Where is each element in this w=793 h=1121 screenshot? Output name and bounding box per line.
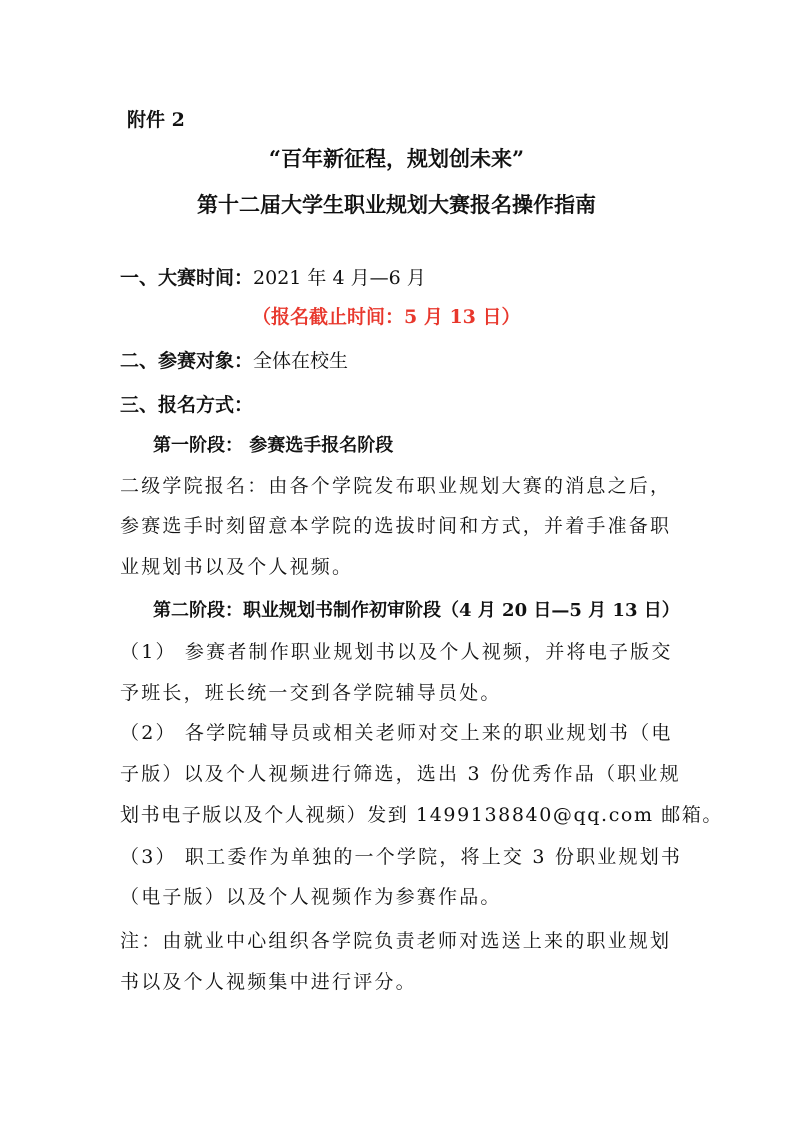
- stage2-item-line-4: 子版）以及个人视频进行筛选，选出 3 份优秀作品（职业规: [120, 763, 681, 785]
- document-title-line1: “百年新征程，规划创未来”: [268, 146, 525, 171]
- stage1-heading: 第一阶段： 参赛选手报名阶段: [153, 435, 394, 456]
- document-title-line2: 第十二届大学生职业规划大赛报名操作指南: [197, 192, 596, 217]
- stage2-item-line-7: （电子版）以及个人视频作为参赛作品。: [120, 886, 502, 908]
- deadline-notice: （报名截止时间：5 月 13 日）: [252, 306, 521, 328]
- section-target-value: 全体在校生: [253, 350, 349, 372]
- stage2-item-line-6: （3） 职工委作为单独的一个学院，将上交 3 份职业规划书: [120, 846, 683, 868]
- section-method-label: 三、报名方式：: [120, 394, 254, 416]
- attachment-label: 附件 2: [127, 109, 185, 131]
- stage2-heading: 第二阶段：职业规划书制作初审阶段（4 月 20 日—5 月 13 日）: [153, 600, 680, 621]
- section-target-label: 二、参赛对象：: [120, 350, 254, 372]
- section-time-value: 2021 年 4 月—6 月: [253, 267, 426, 289]
- stage2-item-line-3: （2） 各学院辅导员或相关老师对交上来的职业规划书（电: [120, 722, 673, 744]
- section-time-label: 一、大赛时间：: [120, 267, 254, 289]
- stage2-item-line-2: 予班长，班长统一交到各学院辅导员处。: [120, 682, 502, 704]
- stage1-line-2: 参赛选手时刻留意本学院的选拔时间和方式，并着手准备职: [120, 515, 672, 537]
- stage2-item-line-5: 划书电子版以及个人视频）发到 1499138840@qq.com 邮箱。: [120, 804, 724, 826]
- stage1-line-1: 二级学院报名：由各个学院发布职业规划大赛的消息之后，: [120, 475, 672, 497]
- stage1-line-3: 业规划书以及个人视频。: [120, 556, 354, 578]
- stage2-item-line-1: （1） 参赛者制作职业规划书以及个人视频，并将电子版交: [120, 641, 673, 663]
- note-line-2: 书以及个人视频集中进行评分。: [120, 971, 417, 993]
- note-line-1: 注：由就业中心组织各学院负责老师对选送上来的职业规划: [120, 930, 672, 952]
- section-time: [120, 266, 426, 290]
- section-target: [120, 349, 348, 373]
